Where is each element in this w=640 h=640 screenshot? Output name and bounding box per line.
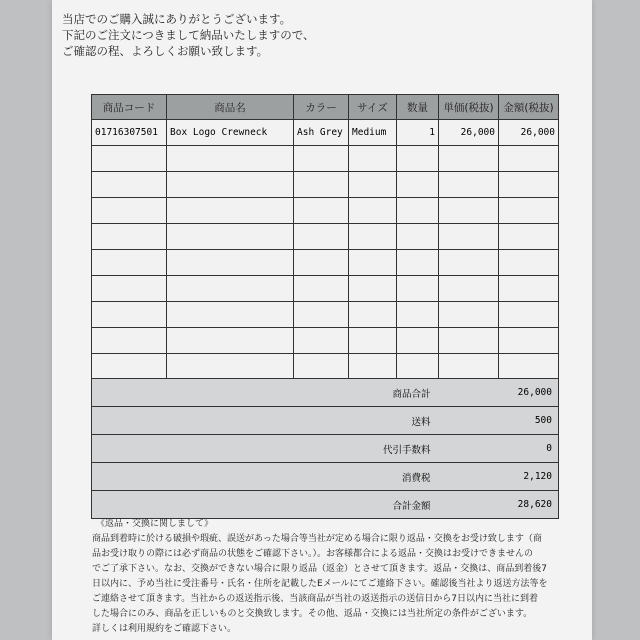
empty-cell [439,224,499,250]
greeting-text [62,11,462,59]
empty-cell [167,276,294,302]
empty-cell [499,328,559,354]
empty-cell [397,172,439,198]
empty-cell [349,302,397,328]
header-color: カラー [294,95,349,120]
totals-row-subtotal [92,379,559,407]
grand-total-label: 合計金額 [92,491,439,519]
empty-cell [499,302,559,328]
cell-size: Medium [349,120,397,146]
empty-cell [167,146,294,172]
empty-cell [499,146,559,172]
empty-cell [397,224,439,250]
notice-line: 日以内に、予め当社に受注番号・氏名・住所を記載したEメールにてご連絡下さい。確認後当社より返送方法等を [92,579,548,589]
empty-cell [397,276,439,302]
header-amount: 金額(税抜) [499,95,559,120]
empty-cell [294,146,349,172]
return-notice [92,517,562,637]
table-row-empty [92,172,559,198]
subtotal-label: 商品合計 [92,379,439,407]
empty-cell [349,276,397,302]
empty-cell [349,328,397,354]
totals-row-shipping [92,407,559,435]
empty-cell [439,172,499,198]
table-row-empty [92,302,559,328]
empty-cell [92,146,167,172]
cod-fee-label: 代引手数料 [92,435,439,463]
empty-cell [167,328,294,354]
notice-heading: 《返品・交換に関しまして》 [96,519,214,529]
empty-cell [294,328,349,354]
empty-cell [294,302,349,328]
empty-cell [167,250,294,276]
empty-cell [92,302,167,328]
header-unit-price: 単価(税抜) [439,95,499,120]
empty-cell [92,224,167,250]
empty-cell [349,354,397,380]
empty-cell [499,224,559,250]
empty-cell [92,198,167,224]
empty-cell [92,354,167,380]
empty-cell [294,198,349,224]
header-size: サイズ [349,95,397,120]
table-row-empty [92,354,559,380]
greeting-line: ご確認の程、よろしくお願い致します。 [62,44,269,58]
notice-line: した場合にのみ、商品を正しいものと交換致します。その他、返品・交換には当社所定の条件がございます。 [92,609,533,619]
subtotal-value: 26,000 [439,379,559,407]
grand-total-value: 28,620 [439,491,559,519]
empty-cell [397,328,439,354]
empty-cell [499,172,559,198]
cell-amount: 26,000 [499,120,559,146]
empty-cell [397,198,439,224]
totals-table [91,378,559,519]
empty-cell [499,198,559,224]
empty-cell [349,146,397,172]
notice-line: ご連絡させて頂きます。当社からの返送指示後、当該商品が当社の返送指示の送信日から7日以内に当社に到着 [92,594,539,604]
shipping-label: 送料 [92,407,439,435]
totals-row-cod-fee [92,435,559,463]
empty-cell [349,224,397,250]
empty-cell [397,302,439,328]
header-product-name: 商品名 [167,95,294,120]
empty-cell [167,198,294,224]
notice-line: でご了承下さい。なお、交換ができない場合に限り返品（返金）とさせて頂きます。返品・交換は、商品到着後7 [92,564,548,574]
greeting-line: 下記のご注文につきまして納品いたしますので、 [62,28,315,42]
empty-cell [294,224,349,250]
empty-cell [294,354,349,380]
table-row-empty [92,198,559,224]
empty-cell [349,198,397,224]
items-table [91,94,559,380]
table-row-empty [92,276,559,302]
table-row [92,120,559,146]
empty-cell [167,302,294,328]
empty-cell [92,328,167,354]
tax-label: 消費税 [92,463,439,491]
empty-cell [92,276,167,302]
notice-line: 商品到着時に於ける破損や瑕疵、誤送があった場合等当社が定める場合に限り返品・交換をお受け致します（商 [92,534,542,544]
totals-row-tax [92,463,559,491]
empty-cell [397,146,439,172]
cell-product-code: 01716307501 [92,120,167,146]
empty-cell [439,276,499,302]
table-row-empty [92,146,559,172]
tax-value: 2,120 [439,463,559,491]
empty-cell [439,198,499,224]
empty-cell [349,250,397,276]
table-row-empty [92,328,559,354]
empty-cell [397,250,439,276]
empty-cell [397,354,439,380]
empty-cell [439,250,499,276]
cell-color: Ash Grey [294,120,349,146]
empty-cell [167,172,294,198]
empty-cell [167,354,294,380]
empty-cell [294,172,349,198]
notice-line: 詳しくは利用規約をご確認下さい。 [92,624,237,634]
empty-cell [499,276,559,302]
empty-cell [294,276,349,302]
shipping-value: 500 [439,407,559,435]
empty-cell [439,302,499,328]
cell-quantity: 1 [397,120,439,146]
items-header-row [92,95,559,120]
cell-unit-price: 26,000 [439,120,499,146]
totals-row-grand-total [92,491,559,519]
empty-cell [499,250,559,276]
empty-cell [439,328,499,354]
header-product-code: 商品コード [92,95,167,120]
empty-cell [167,224,294,250]
greeting-line: 当店でのご購入誠にありがとうございます。 [62,12,292,26]
empty-cell [439,146,499,172]
empty-cell [92,172,167,198]
empty-cell [499,354,559,380]
empty-cell [92,250,167,276]
cell-product-name: Box Logo Crewneck [167,120,294,146]
cod-fee-value: 0 [439,435,559,463]
notice-line: 品お受け取りの際には必ず商品の状態をご確認下さい。）。お客様都合による返品・交換はお受けできませんの [92,549,534,559]
header-quantity: 数量 [397,95,439,120]
table-row-empty [92,250,559,276]
empty-cell [294,250,349,276]
empty-cell [439,354,499,380]
empty-cell [349,172,397,198]
table-row-empty [92,224,559,250]
